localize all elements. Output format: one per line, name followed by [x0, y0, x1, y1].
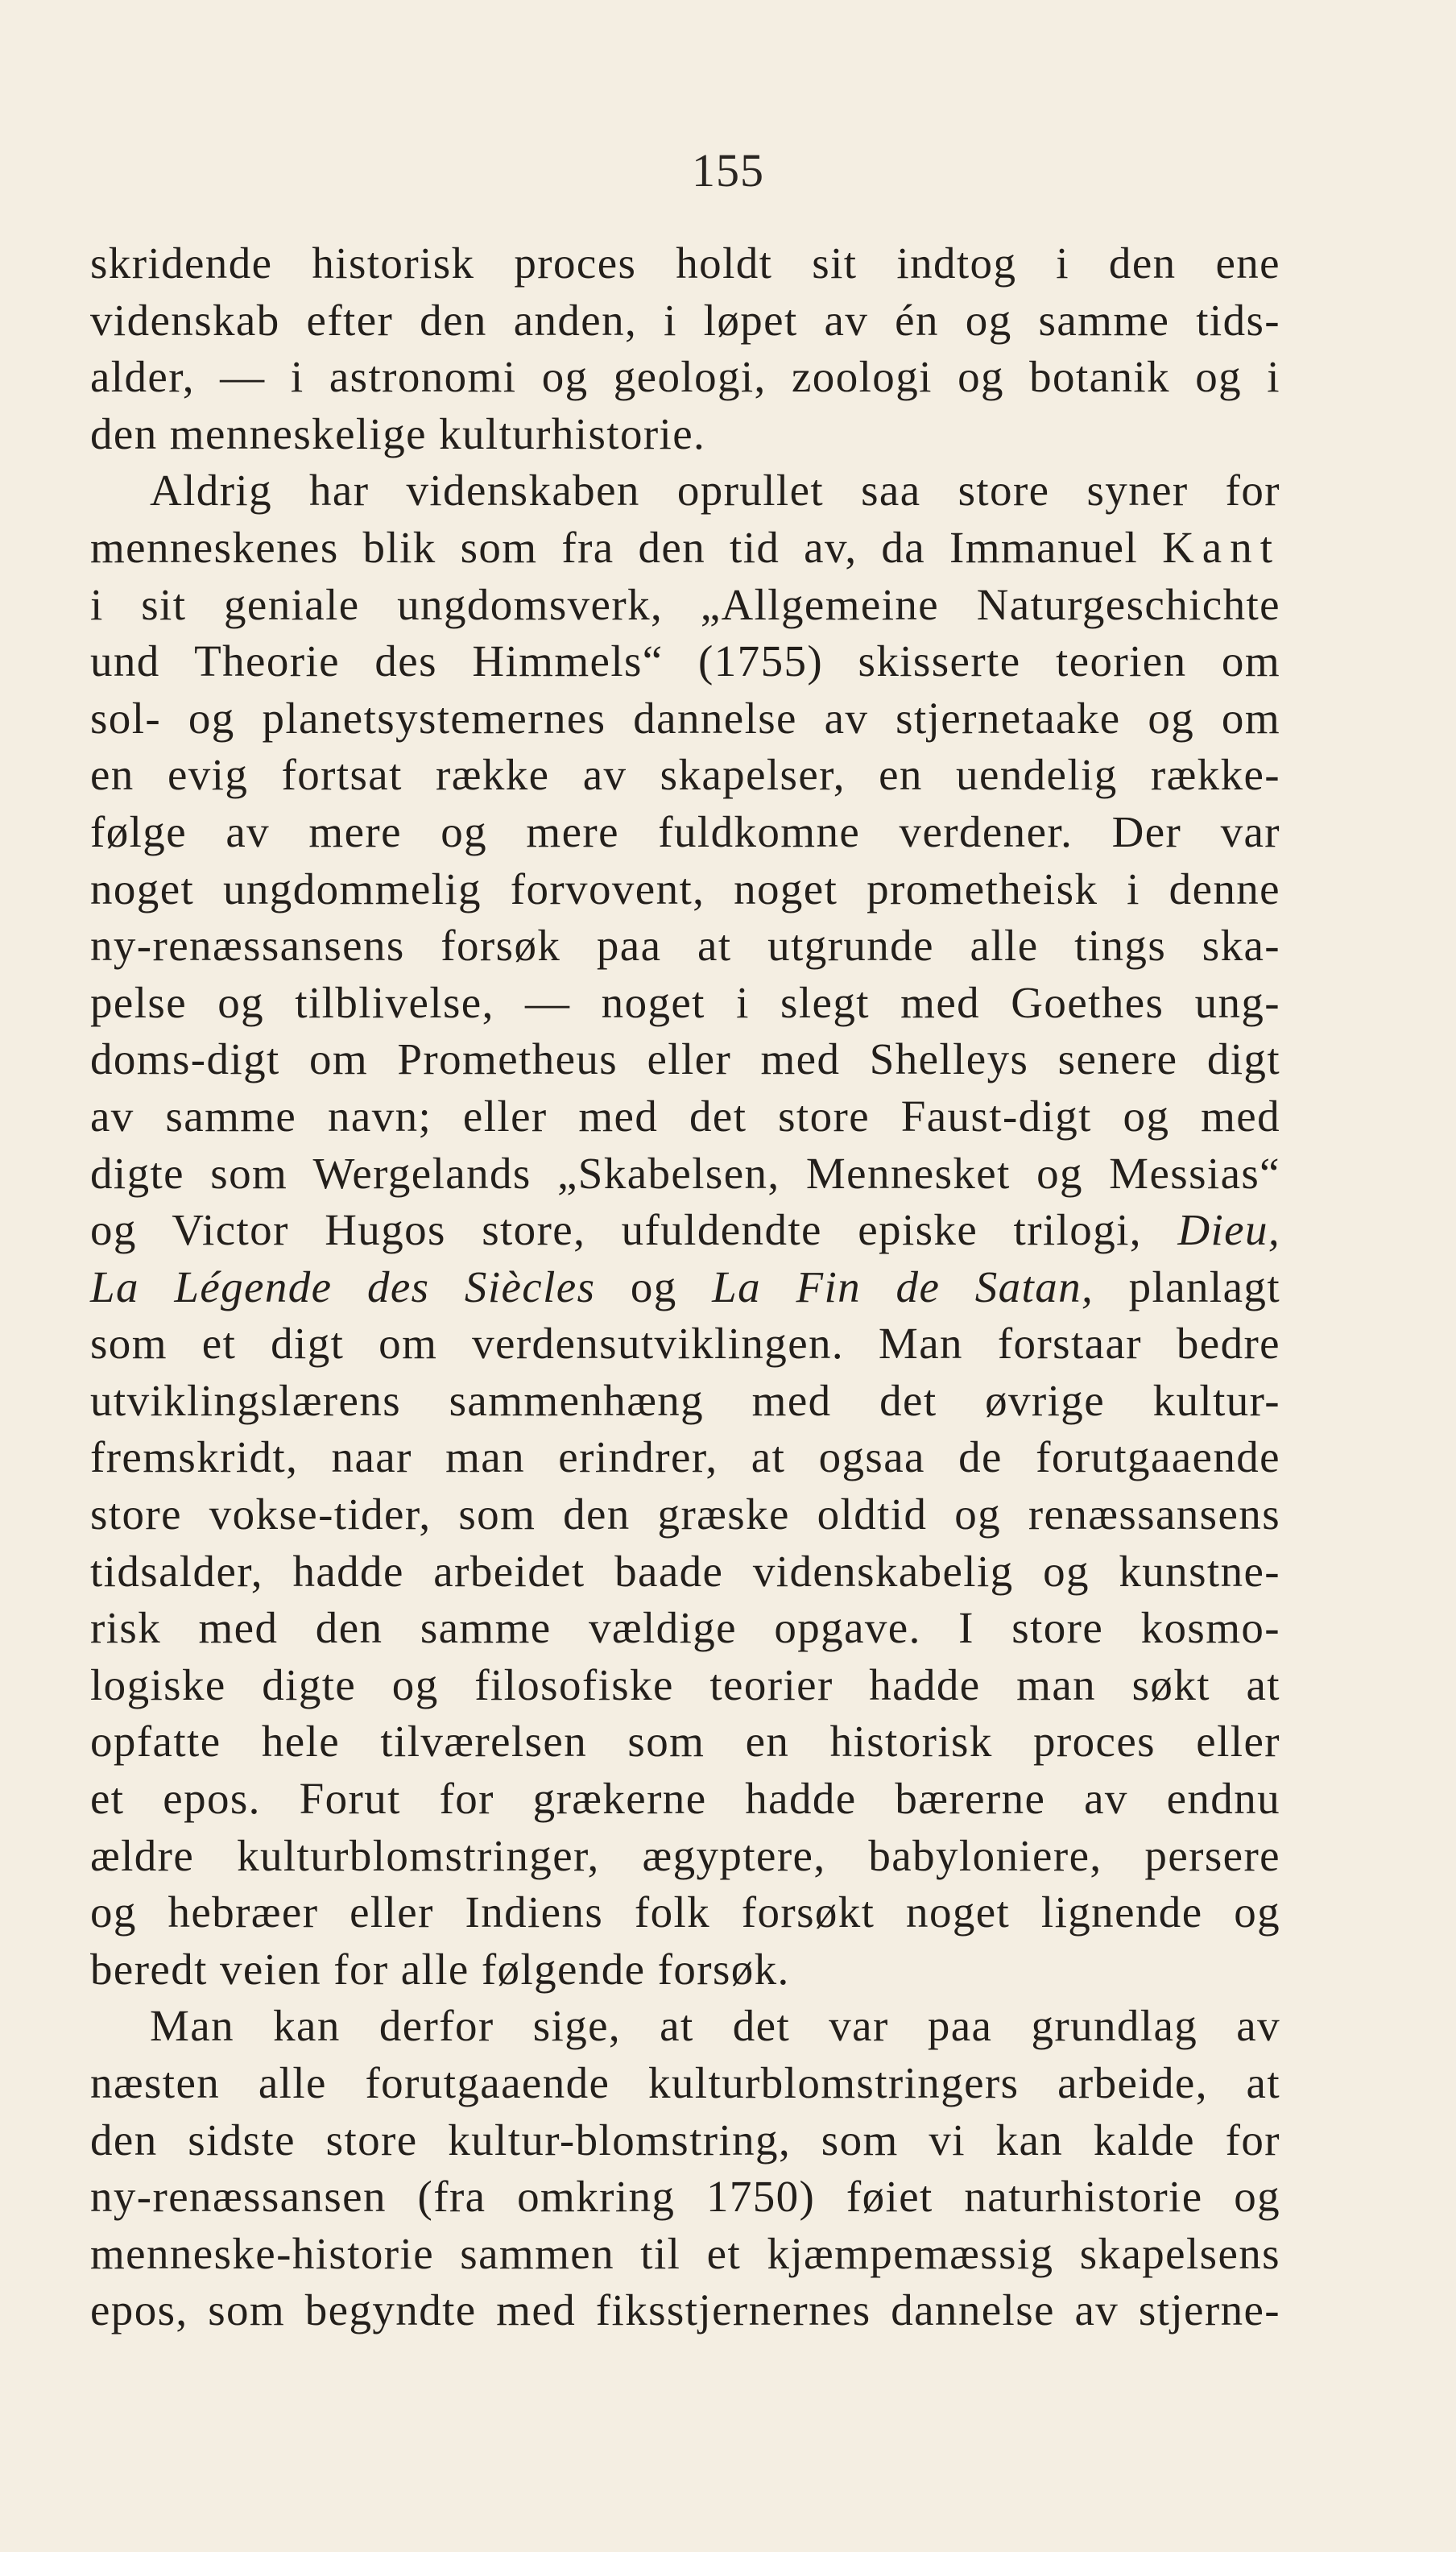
text-line: pelse og tilblivelse, — noget i slegt med Goethes ung-	[90, 977, 1280, 1027]
text-line: Aldrig har videnskaben oprullet saa store syner for	[150, 466, 1280, 516]
text-line: følge av mere og mere fuldkomne verdener. Der var	[90, 806, 1280, 856]
text-line: et epos. Forut for grækerne hadde bærerne av endnu	[90, 1774, 1280, 1824]
text-line: alder, — i astronomi og geologi, zoologi og botanik og i	[90, 352, 1280, 402]
text-line: store vokse-tider, som den græske oldtid og renæssansens	[90, 1489, 1280, 1539]
text-line: risk med den samme vældige opgave. I store kosmo-	[90, 1603, 1280, 1653]
text-line: ny-renæssansen (fra omkring 1750) føiet naturhistorie og	[90, 2172, 1280, 2222]
paragraph-3	[90, 1998, 1280, 2339]
text-line: tidsalder, hadde arbeidet baade videnskabelig og kunstne-	[90, 1546, 1280, 1596]
text-line: ny-renæssansens forsøk paa at utgrunde alle tings ska-	[90, 921, 1280, 971]
text-line-italic-titles: og Victor Hugos store, ufuldendte episke trilogi, Dieu,	[90, 1205, 1280, 1255]
text-line: noget ungdommelig forvovent, noget prometheisk i denne	[90, 864, 1280, 914]
text-line: opfatte hele tilværelsen som en historisk proces eller	[90, 1717, 1280, 1767]
text-line: logiske digte og filosofiske teorier hadde man søkt at	[90, 1659, 1280, 1709]
text-line: epos, som begyndte med fiksstjernernes dannelse av stjerne-	[90, 2285, 1280, 2335]
text-line: skridende historisk proces holdt sit indtog i den ene	[90, 238, 1280, 288]
text-line: menneskenes blik som fra den tid av, da Immanuel Kant	[90, 522, 1280, 572]
text-line: den sidste store kultur-blomstring, som vi kan kalde for	[90, 2115, 1280, 2165]
text-line: i sit geniale ungdomsverk, „Allgemeine Naturgeschichte	[90, 579, 1280, 629]
text-line: utviklingslærens sammenhæng med det øvrige kultur-	[90, 1375, 1280, 1425]
text-line: doms-digt om Prometheus eller med Shelleys senere digt	[90, 1034, 1280, 1084]
text-line: digte som Wergelands „Skabelsen, Mennesket og Messias“	[90, 1148, 1280, 1198]
text-line: og hebræer eller Indiens folk forsøkt noget lignende og	[90, 1887, 1280, 1937]
text-line-italic-titles: La Légende des Siècles og La Fin de Satan, planlagt	[90, 1262, 1281, 1311]
page-number: 155	[692, 144, 764, 197]
text-line: næsten alle forutgaaende kulturblomstringers arbeide, at	[90, 2058, 1280, 2107]
paragraph-1	[90, 235, 1280, 462]
text-line: Man kan derfor sige, at det var paa grundlag av	[150, 2001, 1280, 2051]
text-line: und Theorie des Himmels“ (1755) skisserte teorien om	[90, 636, 1280, 686]
text-line: beredt veien for alle følgende forsøk.	[90, 1944, 790, 1994]
text-line: ældre kulturblomstringer, ægyptere, babyloniere, persere	[90, 1830, 1280, 1880]
body-text	[90, 235, 1280, 2339]
paragraph-2	[90, 462, 1280, 1998]
text-line: menneske-historie sammen til et kjæmpemæssig skapelsens	[90, 2228, 1280, 2278]
text-line: sol- og planetsystemernes dannelse av stjernetaake og om	[90, 693, 1280, 743]
text-line: en evig fortsat række av skapelser, en uendelig række-	[90, 750, 1280, 800]
text-line: fremskridt, naar man erindrer, at ogsaa de forutgaaende	[90, 1432, 1280, 1482]
text-line: som et digt om verdensutviklingen. Man forstaar bedre	[90, 1319, 1280, 1369]
text-line: av samme navn; eller med det store Faust-digt og med	[90, 1091, 1280, 1141]
text-line: den menneskelige kulturhistorie.	[90, 408, 706, 458]
text-line: videnskab efter den anden, i løpet av én og samme tids-	[90, 295, 1280, 345]
